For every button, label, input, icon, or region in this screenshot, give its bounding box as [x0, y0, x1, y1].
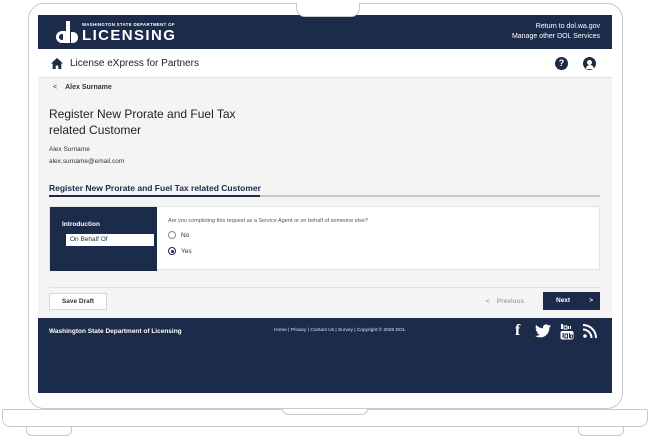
save-draft-button[interactable]: Save Draft — [49, 293, 107, 310]
radio-no-label[interactable]: No — [181, 231, 190, 239]
radio-yes-label[interactable]: Yes — [181, 247, 192, 255]
laptop-foot-right — [578, 427, 624, 436]
section-progress-rule — [49, 195, 600, 197]
dol-logo[interactable] — [56, 21, 176, 43]
radio-yes[interactable] — [168, 247, 176, 255]
logo-title: LICENSING — [82, 27, 177, 44]
behalf-question: Are you completing this request as a Service Agent or on behalf of someone else? — [168, 218, 368, 224]
next-label: Next — [556, 297, 571, 304]
app-bar — [38, 49, 612, 78]
home-icon[interactable] — [51, 58, 63, 69]
page-title: Register New Prorate and Fuel Tax related Customer — [49, 107, 236, 137]
laptop-foot-left — [26, 427, 72, 436]
customer-email: alex.surname@email.com — [49, 158, 125, 165]
wizard-card — [49, 206, 600, 270]
chevron-left-icon: < — [53, 84, 58, 91]
site-footer — [38, 318, 612, 393]
return-to-dol-link[interactable]: Return to dol.wa.gov — [535, 23, 600, 30]
rss-icon[interactable] — [583, 322, 597, 340]
app-title[interactable]: License eXpress for Partners — [70, 58, 199, 69]
breadcrumb[interactable] — [53, 84, 112, 91]
account-icon[interactable] — [583, 57, 596, 70]
actions-divider — [49, 287, 600, 288]
section-title: Register New Prorate and Fuel Tax related Customer — [49, 183, 261, 193]
step-introduction[interactable]: Introduction — [62, 221, 100, 228]
chevron-left-icon: < — [485, 298, 490, 305]
youtube-icon[interactable] — [560, 322, 574, 340]
manage-services-link[interactable]: Manage other DOL Services — [511, 33, 600, 40]
chevron-right-icon: > — [589, 297, 593, 304]
help-icon[interactable]: ? — [555, 57, 568, 70]
laptop-base-notch — [282, 409, 368, 415]
breadcrumb-label: Alex Surname — [65, 84, 112, 91]
wizard-steps — [50, 207, 157, 271]
next-button[interactable] — [543, 292, 600, 310]
footer-org-name: Washington State Department of Licensing — [49, 328, 182, 335]
radio-option-no[interactable] — [168, 231, 189, 239]
main-content — [38, 78, 612, 318]
radio-option-yes[interactable] — [168, 247, 192, 255]
facebook-icon[interactable]: f — [515, 322, 521, 339]
twitter-icon[interactable] — [535, 322, 551, 340]
previous-button[interactable] — [476, 293, 534, 310]
logo-subtitle: WASHINGTON STATE DEPARTMENT OF — [82, 22, 175, 27]
laptop-notch — [296, 3, 360, 17]
customer-name: Alex Surname — [49, 146, 90, 153]
radio-no[interactable] — [168, 231, 176, 239]
header-links — [512, 22, 600, 42]
step-on-behalf-of[interactable]: On Behalf Of — [66, 234, 154, 246]
previous-label: Previous — [496, 298, 525, 305]
site-header — [38, 15, 612, 49]
dol-logo-mark-icon — [56, 21, 78, 43]
browser-screen — [38, 15, 612, 393]
footer-links[interactable]: Home | Privacy | Contact Us | Survey | Copyright © 2025 DOL — [274, 328, 406, 333]
